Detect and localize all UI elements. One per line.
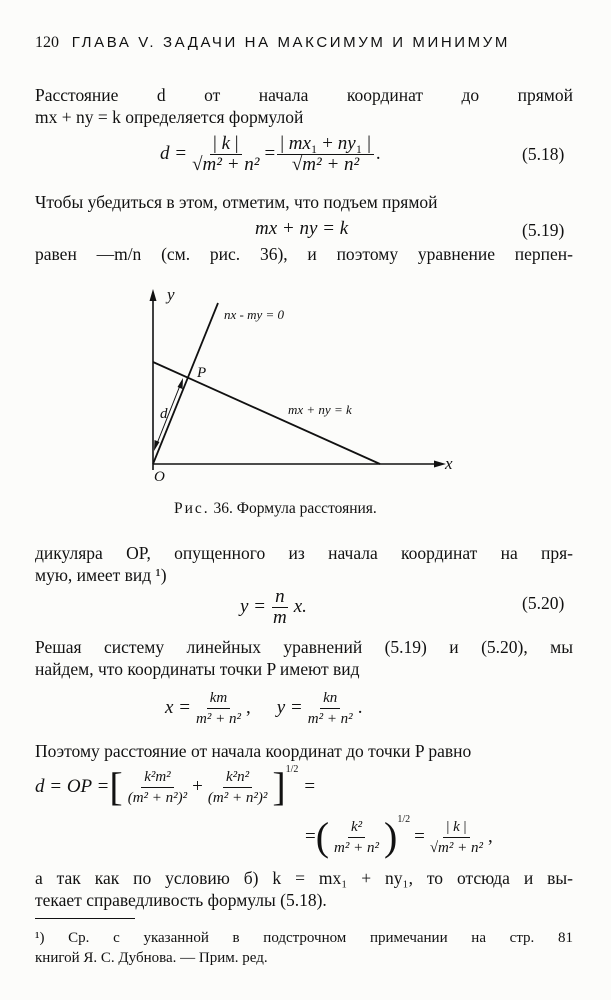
equation-d-op-line-1: d = OP = [ $\frac{\text{k²m²}}{\text{(m² + n²)²}}$ + $\frac{\text{k²n²}}{\text{(m² + n²)²}}$ ] $^{1/2}$ = — [35, 764, 316, 809]
equation-5-20: y = $\frac{n}{m}$ x. — [240, 585, 307, 628]
figure-caption — [174, 500, 377, 518]
equation-5-18: d = $\frac{| k |}{\text{√m² + n²}}$ = $\frac{\text{| mx₁ + ny₁ |}}{\text{√m² + n²}}$ . — [160, 132, 381, 175]
paragraph-4-line-1: дикуляра OP, опущенного из начала координат на пря- — [35, 543, 573, 563]
label-line: mx + ny = k — [288, 402, 352, 417]
equation-number-5-18: (5.18) — [522, 144, 565, 164]
page-number: 120 — [35, 34, 59, 51]
paragraph-2: Чтобы убедиться в этом, отметим, что подъем прямой — [35, 192, 438, 212]
label-y: y — [167, 285, 175, 304]
equation-d-op-line-2: = ( $\frac{\text{k²}}{\text{m² + n²}}$ ) $^{1/2}$ = $\frac{| k |}{\text{√m² + n²}}$ , — [305, 814, 493, 859]
figure-36 — [140, 285, 460, 485]
paragraph-7-line-1: а так как по условию б) k = mx₁ + ny₁, то отсюда и вы- — [35, 868, 573, 888]
paragraph-6: Поэтому расстояние от начала координат до точки P равно — [35, 741, 472, 761]
footnote-rule — [35, 918, 135, 919]
paragraph-5-line-1: Решая систему линейных уравнений (5.19) и (5.20), мы — [35, 637, 573, 657]
equation-number-5-19: (5.19) — [522, 220, 565, 240]
perpendicular-line — [153, 303, 218, 464]
paragraph-1-line-1: Расстояние d от начала координат до прямой — [35, 85, 573, 105]
y-axis-arrow — [150, 289, 157, 301]
footnote-line-1: ¹) Ср. с указанной в подстрочном примечании на стр. 81 — [35, 930, 573, 946]
distance-arrow-head-high — [178, 378, 184, 389]
equation-number-5-20: (5.20) — [522, 593, 565, 613]
label-p: P — [197, 365, 207, 381]
caption-label: Рис. — [174, 500, 210, 517]
equation-coordinates: x = $\frac{km}{\text{m² + n²}}$ , y = $\frac{kn}{\text{m² + n²}}$ . — [165, 689, 363, 727]
running-title: ГЛАВА V. ЗАДАЧИ НА МАКСИМУМ И МИНИМУМ — [71, 34, 510, 51]
label-d: d — [160, 406, 168, 422]
label-perpendicular: nx - my = 0 — [224, 307, 285, 322]
equation-5-19: mx + ny = k — [255, 218, 349, 239]
paragraph-1-line-2: mx + ny = k определяется формулой — [35, 107, 304, 127]
paragraph-7-line-2: текает справедливость формулы (5.18). — [35, 890, 327, 910]
footnote-line-2: книгой Я. С. Дубнова. — Прим. ред. — [35, 950, 268, 966]
paragraph-3: равен —m/n (см. рис. 36), и поэтому уравнение перпен- — [35, 244, 573, 264]
label-x: x — [445, 454, 453, 473]
running-header — [35, 34, 510, 52]
paragraph-5-line-2: найдем, что координаты точки P имеют вид — [35, 659, 360, 679]
paragraph-4-line-2: мую, имеет вид ¹) — [35, 565, 167, 585]
label-origin: O — [154, 469, 165, 485]
caption-text: 36. Формула расстояния. — [213, 500, 377, 517]
